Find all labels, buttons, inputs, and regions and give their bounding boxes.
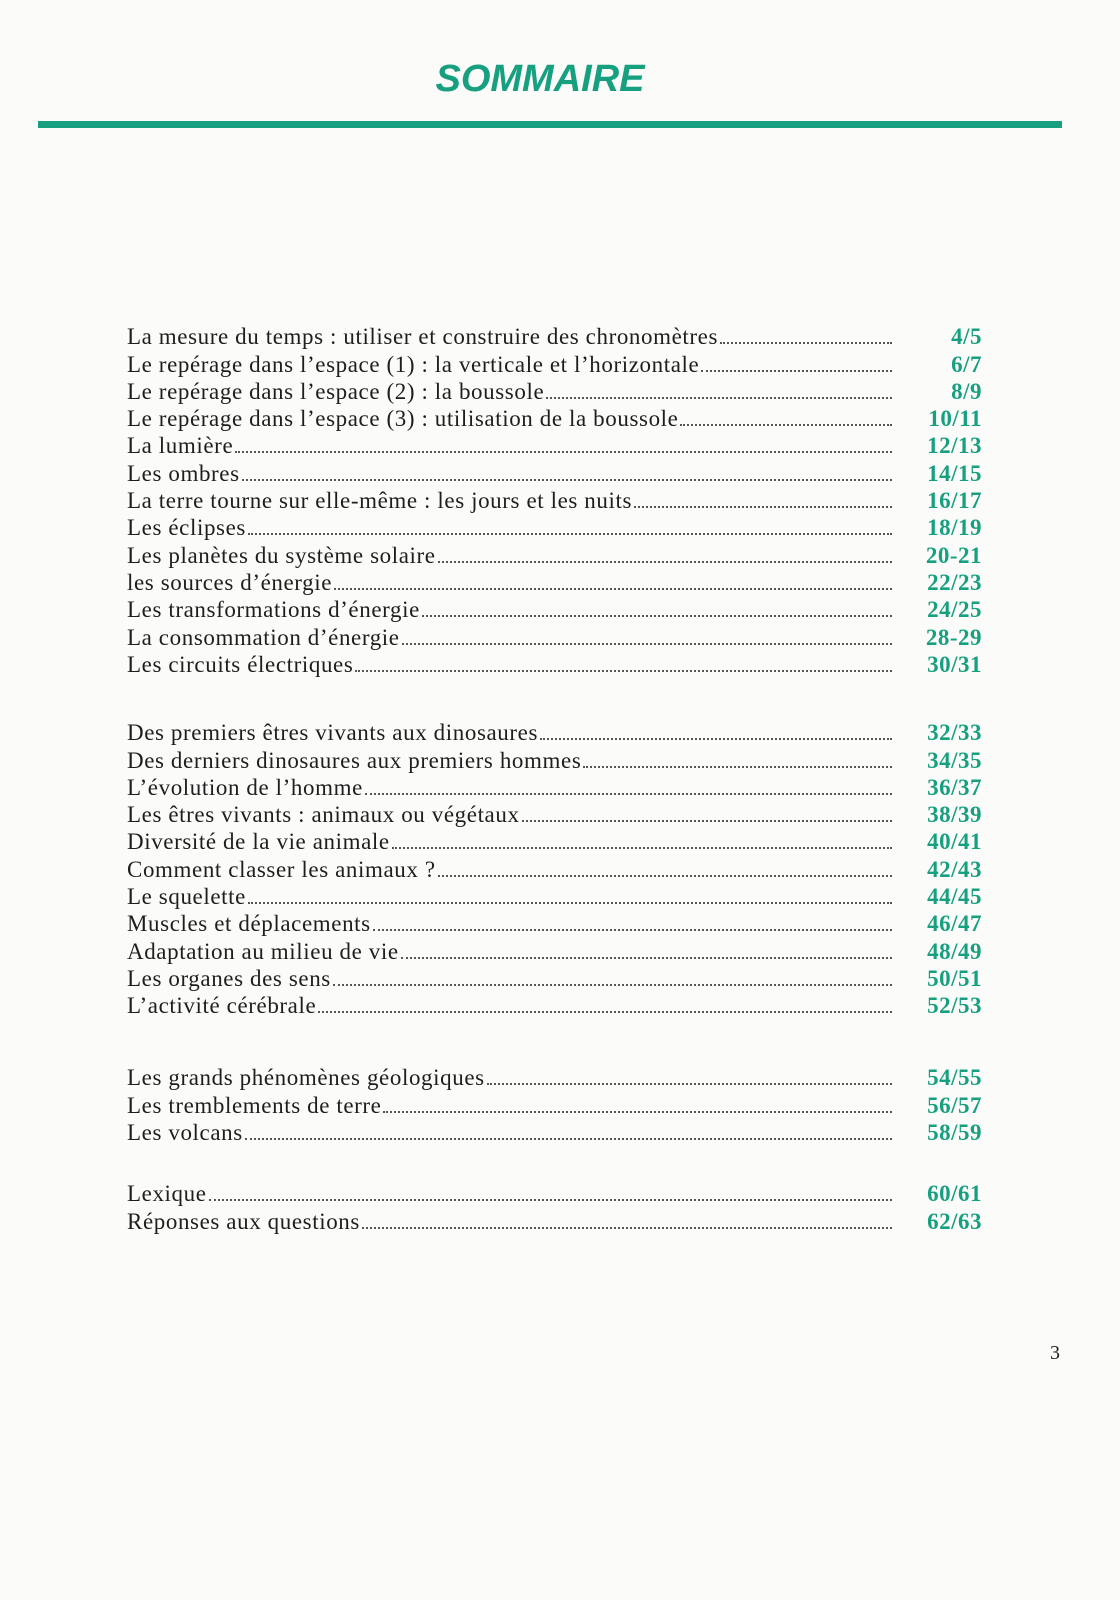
toc-entry-title: Les grands phénomènes géologiques xyxy=(127,1065,485,1091)
toc-entry-title: Comment classer les animaux ? xyxy=(127,856,436,882)
toc-entry-pages: 54/55 xyxy=(927,1065,982,1091)
dot-leader xyxy=(245,1138,892,1140)
toc-entry-title: La mesure du temps : utiliser et construire des chronomètres xyxy=(127,324,719,350)
toc-entry-pages: 36/37 xyxy=(927,774,982,800)
toc-entry-pages: 8/9 xyxy=(951,378,982,404)
toc-entry xyxy=(127,541,982,568)
dot-leader xyxy=(438,561,892,563)
toc-entry-title: Le repérage dans l’espace (1) : la verticale et l’horizontale xyxy=(127,351,700,377)
dot-leader xyxy=(634,506,892,508)
dot-leader xyxy=(373,929,892,931)
toc-entry-pages: 30/31 xyxy=(927,651,982,677)
title-rule xyxy=(38,121,1062,128)
toc-entry xyxy=(127,937,982,964)
toc-entry-pages: 6/7 xyxy=(951,351,982,377)
toc-entry xyxy=(127,350,982,377)
dot-leader xyxy=(720,342,892,344)
toc-entry-pages: 32/33 xyxy=(927,720,982,746)
toc-entry xyxy=(127,623,982,650)
toc-entry-pages: 24/25 xyxy=(927,597,982,623)
toc-entry-pages: 22/23 xyxy=(927,569,982,595)
dot-leader xyxy=(333,984,892,986)
toc-entry xyxy=(127,487,982,514)
toc-entry-pages: 18/19 xyxy=(927,515,982,541)
toc-entry xyxy=(127,1180,982,1207)
toc-entry-title: L’évolution de l’homme xyxy=(127,774,363,800)
dot-leader xyxy=(583,766,892,768)
dot-leader xyxy=(540,738,892,740)
toc-group-geology xyxy=(127,1064,982,1146)
toc-entry xyxy=(127,378,982,405)
toc-entry-title: Les planètes du système solaire xyxy=(127,542,436,568)
toc-entry-pages: 38/39 xyxy=(927,802,982,828)
toc-entry-title: La terre tourne sur elle-même : les jours et les nuits xyxy=(127,488,633,514)
dot-leader xyxy=(248,533,892,535)
dot-leader xyxy=(383,1111,892,1113)
toc-entry xyxy=(127,992,982,1019)
dot-leader xyxy=(248,902,892,904)
toc-entry xyxy=(127,1064,982,1091)
toc-entry-pages: 50/51 xyxy=(927,965,982,991)
toc-entry-pages: 40/41 xyxy=(927,829,982,855)
toc-entry-title: Les volcans xyxy=(127,1119,243,1145)
toc-entry xyxy=(127,801,982,828)
toc-group-physics xyxy=(127,323,982,678)
toc-entry-title: Le repérage dans l’espace (2) : la boussole xyxy=(127,378,545,404)
dot-leader xyxy=(209,1199,892,1201)
page-title: SOMMAIRE xyxy=(435,58,645,100)
toc-entry-title: Les organes des sens xyxy=(127,965,331,991)
toc-entry xyxy=(127,1091,982,1118)
toc-entry-pages: 46/47 xyxy=(927,911,982,937)
toc-entry-pages: 12/13 xyxy=(927,433,982,459)
toc-group-life-sciences xyxy=(127,719,982,1019)
toc-entry-title: Les tremblements de terre xyxy=(127,1092,382,1118)
toc-entry-pages: 14/15 xyxy=(927,460,982,486)
toc-entry xyxy=(127,746,982,773)
toc-entry-title: Les circuits électriques xyxy=(127,651,354,677)
toc-entry xyxy=(127,965,982,992)
toc-entry-title: Réponses aux questions xyxy=(127,1208,360,1234)
toc-entry xyxy=(127,569,982,596)
dot-leader xyxy=(402,643,892,645)
toc-entry xyxy=(127,828,982,855)
dot-leader xyxy=(334,588,892,590)
toc-entry xyxy=(127,855,982,882)
toc-entry-pages: 56/57 xyxy=(927,1092,982,1118)
toc-entry xyxy=(127,1207,982,1234)
toc-entry xyxy=(127,323,982,350)
dot-leader xyxy=(392,847,892,849)
toc-entry-pages: 62/63 xyxy=(927,1208,982,1234)
toc-entry xyxy=(127,432,982,459)
toc-entry-pages: 44/45 xyxy=(927,884,982,910)
dot-leader xyxy=(487,1083,892,1085)
toc-entry-title: Lexique xyxy=(127,1181,207,1207)
toc-entry-title: Les êtres vivants : animaux ou végétaux xyxy=(127,802,520,828)
dot-leader xyxy=(701,370,892,372)
toc-entry xyxy=(127,459,982,486)
dot-leader xyxy=(355,670,892,672)
toc-entry xyxy=(127,910,982,937)
toc-entry-title: Muscles et déplacements xyxy=(127,911,371,937)
toc-entry-pages: 20-21 xyxy=(925,542,982,568)
toc-entry-pages: 28-29 xyxy=(925,624,982,650)
dot-leader xyxy=(546,397,892,399)
toc-entry xyxy=(127,719,982,746)
toc-entry-pages: 52/53 xyxy=(927,993,982,1019)
toc-entry-title: Des derniers dinosaures aux premiers hommes xyxy=(127,747,582,773)
toc-entry-pages: 48/49 xyxy=(927,938,982,964)
toc-entry xyxy=(127,1119,982,1146)
toc-entry-title: Les éclipses xyxy=(127,515,246,541)
dot-leader xyxy=(522,820,892,822)
toc-entry xyxy=(127,514,982,541)
toc-entry-pages: 10/11 xyxy=(928,406,982,432)
toc-group-appendix xyxy=(127,1180,982,1235)
toc-entry xyxy=(127,596,982,623)
toc-entry-title: Diversité de la vie animale xyxy=(127,829,390,855)
toc-entry-pages: 34/35 xyxy=(927,747,982,773)
toc-entry-title: Des premiers êtres vivants aux dinosaures xyxy=(127,720,539,746)
toc-entry-pages: 4/5 xyxy=(951,324,982,350)
toc-entry-pages: 60/61 xyxy=(927,1181,982,1207)
toc-entry xyxy=(127,651,982,678)
page-number: 3 xyxy=(1050,1342,1060,1364)
toc-entry-title: L’activité cérébrale xyxy=(127,993,317,1019)
toc-entry-title: Les ombres xyxy=(127,460,240,486)
dot-leader xyxy=(318,1011,892,1013)
toc-entry-pages: 16/17 xyxy=(927,488,982,514)
toc-entry-title: Le repérage dans l’espace (3) : utilisation de la boussole xyxy=(127,406,679,432)
toc-entry xyxy=(127,405,982,432)
dot-leader xyxy=(438,875,892,877)
dot-leader xyxy=(422,615,892,617)
dot-leader xyxy=(235,451,892,453)
toc-entry-title: Le squelette xyxy=(127,884,246,910)
toc-entry-title: La consommation d’énergie xyxy=(127,624,400,650)
toc-entry-title: Adaptation au milieu de vie xyxy=(127,938,399,964)
toc-entry-pages: 42/43 xyxy=(927,856,982,882)
toc-entry-title: les sources d’énergie xyxy=(127,569,333,595)
dot-leader xyxy=(365,793,892,795)
dot-leader xyxy=(680,424,892,426)
toc-entry-pages: 58/59 xyxy=(927,1119,982,1145)
toc-entry xyxy=(127,883,982,910)
dot-leader xyxy=(362,1227,892,1229)
toc-entry xyxy=(127,774,982,801)
dot-leader xyxy=(242,479,892,481)
dot-leader xyxy=(401,957,892,959)
toc-entry-title: Les transformations d’énergie xyxy=(127,597,420,623)
toc-entry-title: La lumière xyxy=(127,433,234,459)
